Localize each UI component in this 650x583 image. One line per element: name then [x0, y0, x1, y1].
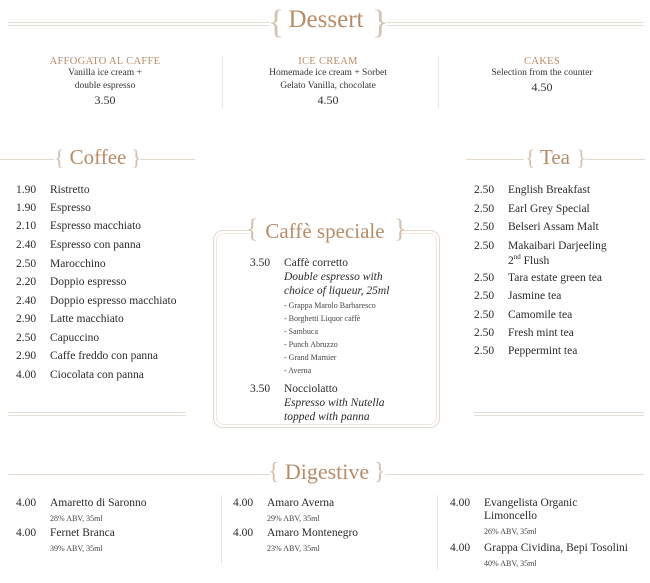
item-label: Grappa Cividina, Bepi Tosolini: [484, 542, 628, 554]
dessert-item-affogato: [5, 56, 205, 107]
item-price: 4.00: [16, 369, 37, 381]
tea-bracket-left-icon: {: [525, 145, 536, 170]
dessert-item-ice-cream: [228, 56, 428, 107]
coffee-item: [16, 350, 158, 362]
digestive-title: Digestive: [284, 459, 370, 484]
tea-rule-right: [585, 159, 645, 160]
dessert-divider: [222, 56, 223, 108]
item-label: Limoncello: [484, 510, 538, 522]
dessert-name: ICE CREAM: [298, 56, 358, 67]
item-label: Doppio espresso: [50, 276, 127, 288]
liqueur-option: - Borghetti Liquor caffè: [284, 314, 361, 323]
dessert-desc: Vanilla ice cream +: [68, 68, 142, 78]
speciale-bracket-right-icon: }: [394, 214, 407, 243]
item-label: Evangelista Organic: [484, 497, 578, 509]
dessert-bracket-right-icon: }: [372, 4, 389, 41]
item-label: Espresso con panna: [50, 239, 141, 251]
coffee-item: [16, 220, 141, 232]
speciale-desc: Double espresso with: [284, 271, 383, 283]
item-label-sup: nd: [513, 253, 521, 261]
digestive-abv: 26% ABV, 35ml: [484, 527, 537, 536]
item-price: 2.50: [474, 327, 495, 339]
item-price: 4.00: [16, 527, 37, 539]
dessert-rule-left: [8, 22, 270, 26]
item-price: 2.40: [16, 295, 37, 307]
coffee-bracket-right-icon: }: [131, 145, 142, 170]
digestive-rule-left: [8, 474, 270, 475]
speciale-title: Caffè speciale: [265, 219, 385, 243]
item-label: English Breakfast: [508, 184, 591, 196]
speciale-item-corretto: [250, 257, 348, 269]
digestive-item: [450, 497, 577, 509]
coffee-item: [16, 258, 106, 270]
dessert-desc: Selection from the counter: [491, 68, 593, 78]
item-price: 2.50: [474, 309, 495, 321]
dessert-price: 3.50: [94, 93, 116, 107]
item-price: 4.00: [450, 542, 471, 554]
item-label: Capuccino: [50, 332, 100, 344]
item-label: Espresso: [50, 202, 91, 214]
dessert-title: Dessert: [288, 6, 364, 33]
coffee-bracket-left-icon: {: [54, 145, 65, 170]
dessert-bracket-left-icon: {: [268, 4, 285, 41]
digestive-item: [16, 527, 115, 539]
item-label: Earl Grey Special: [508, 203, 590, 215]
speciale-item-nocciolatto: [250, 383, 338, 395]
speciale-desc: Espresso with Nutella: [284, 397, 385, 409]
item-price: 3.50: [250, 383, 271, 395]
item-label: Jasmine tea: [508, 290, 562, 302]
item-label: Fresh mint tea: [508, 327, 574, 339]
digestive-abv: 28% ABV, 35ml: [50, 514, 103, 523]
digestive-item: [450, 542, 628, 554]
item-price: 2.50: [474, 203, 495, 215]
coffee-rule-left: [0, 159, 54, 160]
item-label: Camomile tea: [508, 309, 573, 321]
coffee-item: [16, 332, 99, 344]
dessert-item-cakes: [442, 56, 642, 94]
tea-title: Tea: [539, 145, 570, 169]
digestive-item-cont: [484, 510, 537, 522]
item-label: Tara estate green tea: [508, 272, 603, 284]
tea-item: [474, 345, 577, 357]
digestive-divider: [221, 495, 222, 565]
item-price: 2.50: [474, 272, 495, 284]
tea-item: [474, 309, 572, 321]
speciale-desc: choice of liqueur, 25ml: [284, 285, 390, 297]
digestive-item: [233, 497, 334, 509]
item-label: Flush: [520, 254, 550, 267]
item-price: 1.90: [16, 202, 37, 214]
item-label: Makaibari Darjeeling: [508, 240, 607, 252]
item-label: Doppio espresso macchiato: [50, 295, 177, 307]
tea-item-cont: [508, 253, 549, 267]
item-label: Nocciolatto: [284, 383, 338, 395]
tea-item: [474, 203, 590, 215]
tea-bottom-rule: [474, 412, 644, 416]
item-price: 2.50: [16, 332, 37, 344]
item-price: 4.00: [233, 527, 254, 539]
item-label: Amaretto di Saronno: [50, 497, 147, 509]
liqueur-option: - Punch Abruzzo: [284, 340, 338, 349]
digestive-item: [233, 527, 358, 539]
coffee-item: [16, 239, 141, 251]
tea-item: [474, 272, 602, 284]
liqueur-option: - Sambuca: [284, 327, 318, 336]
item-label: Amaro Averna: [267, 497, 335, 509]
coffee-item: [16, 202, 91, 214]
dessert-name: CAKES: [524, 56, 560, 67]
digestive-abv: 23% ABV, 35ml: [267, 544, 320, 553]
dessert-price: 4.50: [531, 80, 553, 94]
tea-item: [474, 327, 574, 339]
speciale-bracket-left-icon: {: [246, 214, 259, 243]
tea-rule-left: [466, 159, 524, 160]
item-label: Ristretto: [50, 184, 90, 196]
dessert-name: AFFOGATO AL CAFFE: [49, 56, 161, 67]
digestive-rule-right: [386, 474, 644, 475]
item-price: 4.00: [233, 497, 254, 509]
liqueur-option: - Grand Marnier: [284, 353, 337, 362]
dessert-rule-right: [386, 22, 644, 26]
digestive-item: [16, 497, 146, 509]
item-price: 2.50: [474, 240, 495, 252]
dessert-desc: Homemade ice cream + Sorbet: [269, 68, 387, 78]
item-label: Espresso macchiato: [50, 220, 142, 232]
digestive-abv: 39% ABV, 35ml: [50, 544, 103, 553]
item-price: 2.90: [16, 313, 37, 325]
item-price: 2.50: [474, 184, 495, 196]
item-price: 2.10: [16, 220, 37, 232]
item-label: Latte macchiato: [50, 313, 124, 325]
liqueur-option: - Averna: [284, 366, 312, 375]
coffee-bottom-rule: [8, 412, 186, 416]
coffee-item: [16, 276, 126, 288]
item-label: 2: [508, 254, 514, 267]
item-price: 4.00: [450, 497, 471, 509]
item-price: 3.50: [250, 257, 271, 269]
coffee-item: [16, 313, 124, 325]
item-price: 2.20: [16, 276, 37, 288]
item-price: 2.50: [16, 258, 37, 270]
item-price: 1.90: [16, 184, 37, 196]
tea-item: [474, 221, 599, 233]
coffee-rule-right: [140, 159, 195, 160]
coffee-title: Coffee: [69, 145, 127, 169]
item-price: 2.50: [474, 345, 495, 357]
tea-item: [474, 184, 590, 196]
item-price: 2.50: [474, 221, 495, 233]
tea-item: [474, 290, 561, 302]
liqueur-option: - Grappa Marolo Barbaresco: [284, 301, 376, 310]
item-label: Caffe freddo con panna: [50, 350, 159, 362]
item-label: Ciocolata con panna: [50, 369, 144, 381]
digestive-abv: 40% ABV, 35ml: [484, 559, 537, 568]
item-label: Marocchino: [50, 258, 106, 270]
digestive-bracket-right-icon: }: [374, 459, 386, 485]
dessert-desc: double espresso: [74, 81, 136, 91]
item-price: 2.40: [16, 239, 37, 251]
item-label: Peppermint tea: [508, 345, 578, 357]
digestive-abv: 29% ABV, 35ml: [267, 514, 320, 523]
tea-item: [474, 240, 607, 252]
coffee-item: [16, 184, 90, 196]
digestive-divider: [437, 495, 438, 570]
coffee-item: [16, 369, 144, 381]
digestive-bracket-left-icon: {: [268, 459, 280, 485]
tea-bracket-right-icon: }: [576, 145, 587, 170]
item-label: Fernet Branca: [50, 527, 115, 539]
item-label: Caffè corretto: [284, 257, 348, 269]
dessert-divider: [438, 56, 439, 108]
item-price: 2.90: [16, 350, 37, 362]
dessert-desc: Gelato Vanilla, chocolate: [280, 81, 376, 91]
speciale-desc: topped with panna: [284, 411, 370, 423]
item-price: 4.00: [16, 497, 37, 509]
dessert-price: 4.50: [317, 93, 339, 107]
coffee-item: [16, 295, 176, 307]
item-price: 2.50: [474, 290, 495, 302]
item-label: Belseri Assam Malt: [508, 221, 599, 233]
item-label: Amaro Montenegro: [267, 527, 359, 539]
